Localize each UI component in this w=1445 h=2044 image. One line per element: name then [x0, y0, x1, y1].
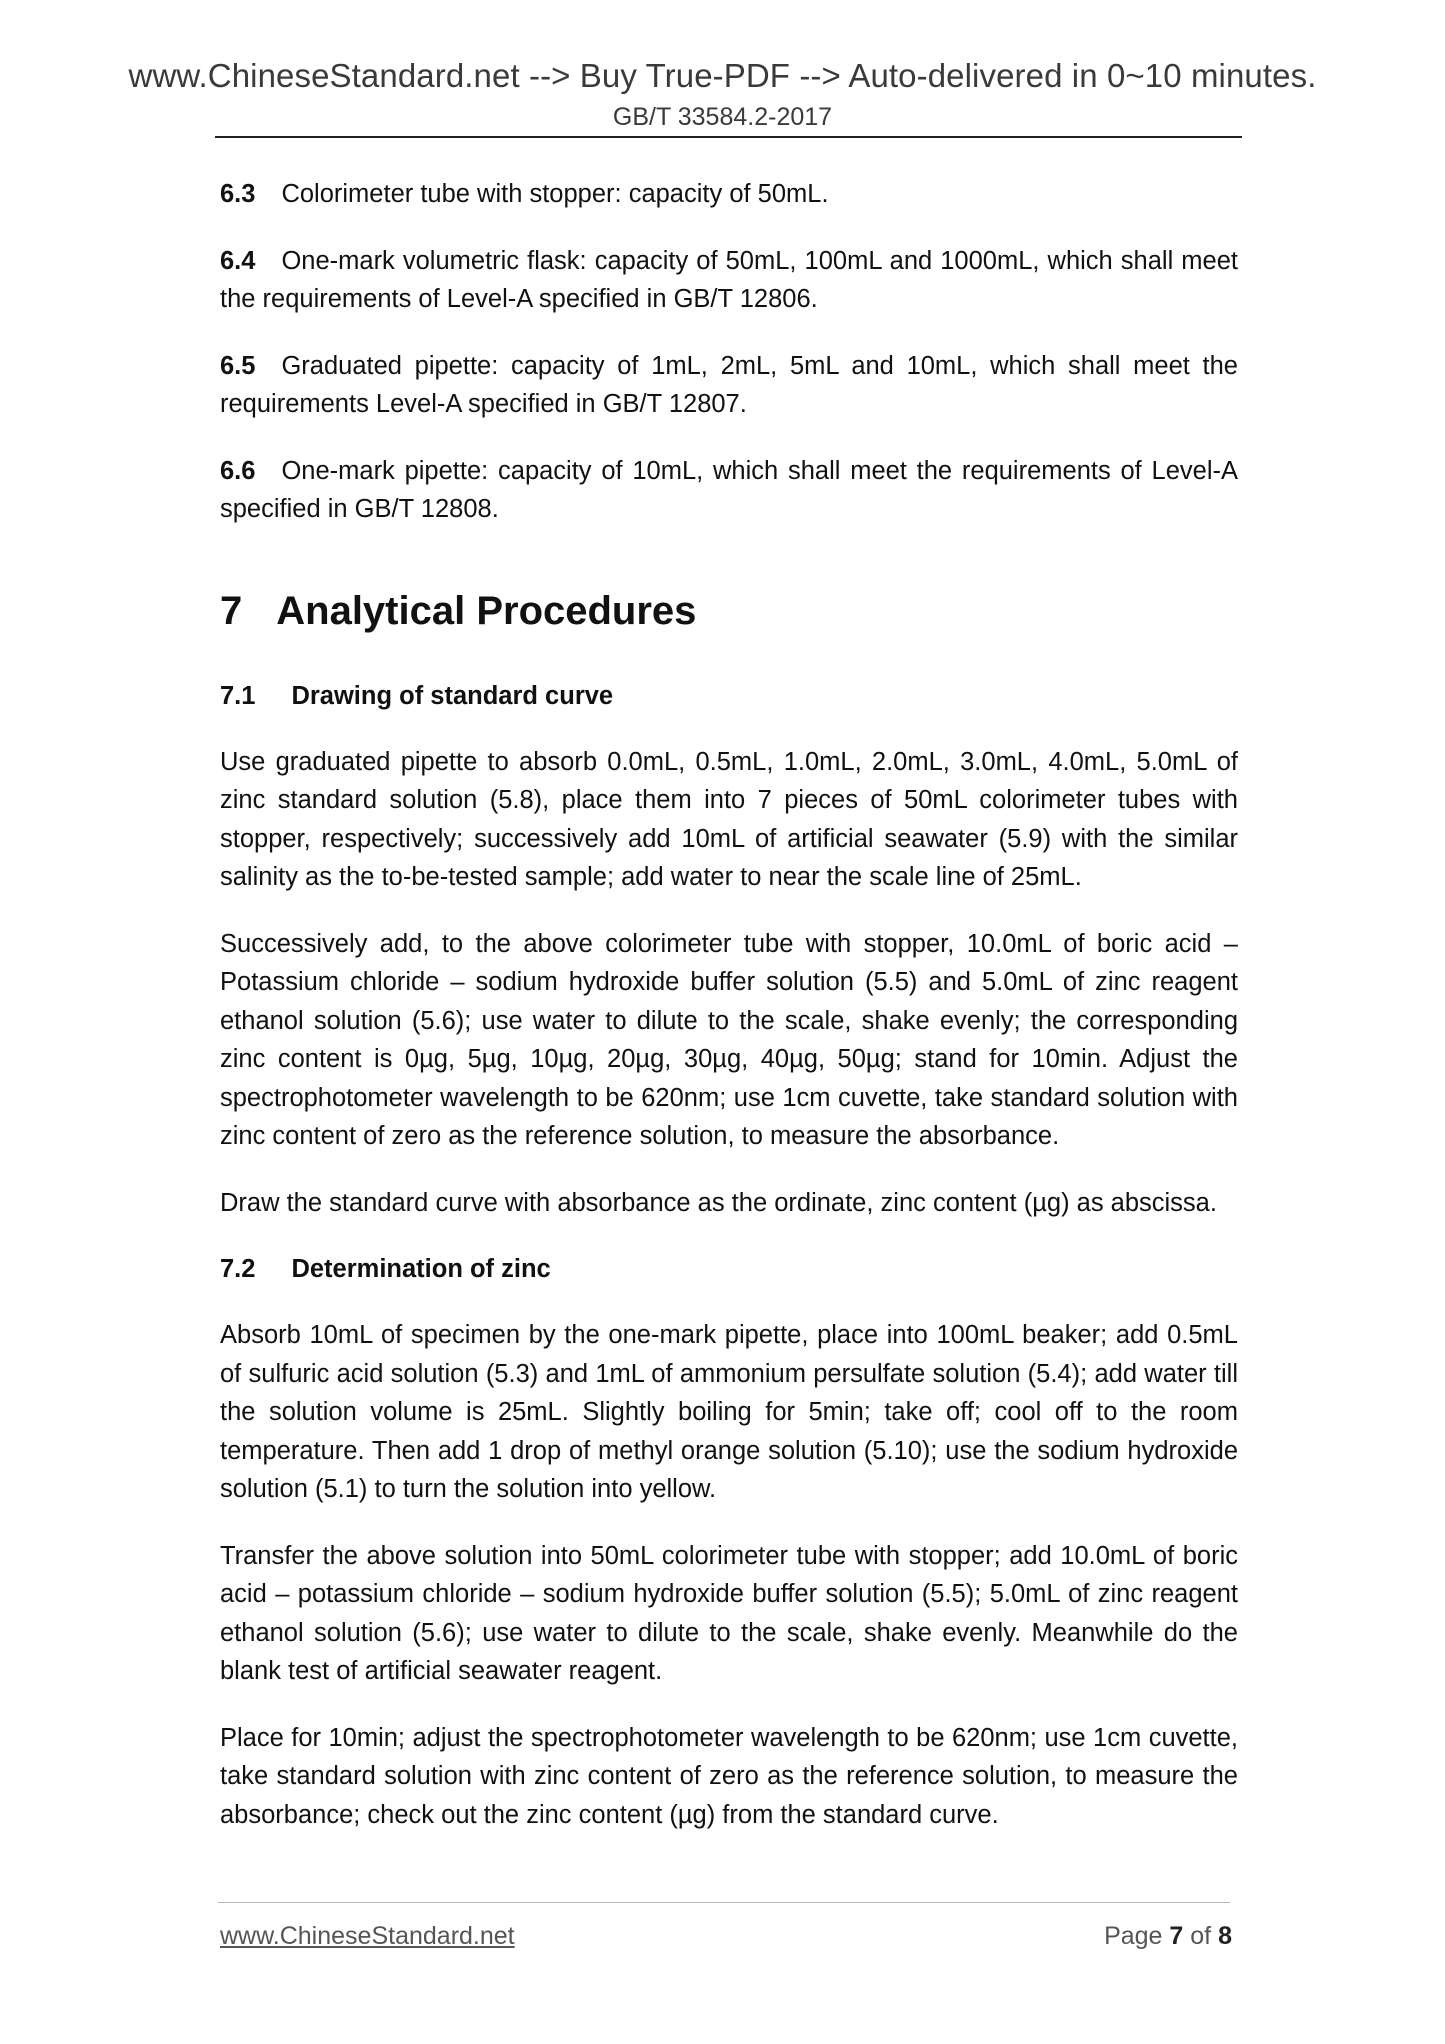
section-heading-7	[220, 587, 1238, 635]
clause-number: 6.6	[220, 456, 256, 485]
clause-6-6	[220, 452, 1238, 529]
clause-text: Colorimeter tube with stopper: capacity of 50mL.	[281, 180, 829, 208]
clause-6-3	[220, 175, 1238, 214]
paragraph: Absorb 10mL of specimen by the one-mark pipette, place into 100mL beaker; add 0.5mL of sulfuric acid solution (5.3) and 1mL of ammonium persulfate solution (5.4); add water till the solution volume is 25mL. Slightly boiling for 5min; take off; cool off to the room temperature. Then add 1 drop of methyl orange solution (5.10); use the sodium hydroxide solution (5.1) to turn the solution into yellow.	[220, 1321, 1238, 1503]
footer-site-link[interactable]: www.ChineseStandard.net	[220, 1922, 515, 1950]
header-divider	[215, 136, 1242, 138]
section-title: Analytical Procedures	[276, 588, 697, 633]
page-footer	[220, 1922, 1232, 1956]
page-total: 8	[1218, 1922, 1232, 1950]
subsection-number: 7.2	[220, 1255, 256, 1283]
clause-text: One-mark volumetric flask: capacity of 50mL, 100mL and 1000mL, which shall meet the requirements of Level-A specified in GB/T 12806.	[220, 246, 1238, 313]
subsection-title: Drawing of standard curve	[291, 681, 614, 710]
clause-text: Graduated pipette: capacity of 1mL, 2mL, 5mL and 10mL, which shall meet the requirements Level-A specified in GB/T 12807.	[220, 351, 1238, 418]
page-current: 7	[1169, 1922, 1184, 1950]
subsection-title: Determination of zinc	[291, 1255, 551, 1283]
clause-6-4	[220, 242, 1238, 319]
footer-divider	[218, 1902, 1230, 1903]
clause-number: 6.4	[220, 246, 256, 275]
paragraph: Successively add, to the above colorimeter tube with stopper, 10.0mL of boric acid – Potassium chloride – sodium hydroxide buffer solution (5.5) and 5.0mL of zinc reagent ethanol solution (5.6); use water to dilute to the scale, shake evenly; the corresponding zinc content is 0µg, 5µg, 10µg, 20µg, 30µg, 40µg, 50µg; stand for 10min. Adjust the spectrophotometer wavelength to be 620nm; use 1cm cuvette, take standard solution with zinc content of zero as the reference solution, to measure the absorbance.	[220, 929, 1238, 1150]
clause-text: One-mark pipette: capacity of 10mL, which shall meet the requirements of Level-A specified in GB/T 12808.	[220, 456, 1238, 523]
subsection-heading-7-1	[220, 677, 1238, 715]
clause-number: 6.5	[220, 351, 256, 380]
clause-6-5	[220, 347, 1238, 424]
page-header	[0, 56, 1445, 132]
paragraph: Use graduated pipette to absorb 0.0mL, 0.5mL, 1.0mL, 2.0mL, 3.0mL, 4.0mL, 5.0mL of zinc standard solution (5.8), place them into 7 pieces of 50mL colorimeter tubes with stopper, respectively; successively add 10mL of artificial seawater (5.9) with the similar salinity as the to-be-tested sample; add water to near the scale line of 25mL.	[220, 747, 1238, 891]
section-number: 7	[220, 588, 243, 633]
paragraph: Draw the standard curve with absorbance as the ordinate, zinc content (µg) as abscissa.	[220, 1188, 1217, 1217]
subsection-heading-7-2	[220, 1250, 1238, 1288]
paragraph: Place for 10min; adjust the spectrophotometer wavelength to be 620nm; use 1cm cuvette, take standard solution with zinc content of zero as the reference solution, to measure the absorbance; check out the zinc content (µg) from the standard curve.	[220, 1723, 1238, 1829]
subsection-number: 7.1	[220, 681, 256, 710]
header-banner[interactable]: www.ChineseStandard.net --> Buy True-PDF --> Auto-delivered in 0~10 minutes.	[128, 57, 1317, 94]
paragraph: Transfer the above solution into 50mL colorimeter tube with stopper; add 10.0mL of boric acid – potassium chloride – sodium hydroxide buffer solution (5.5); 5.0mL of zinc reagent ethanol solution (5.6); use water to dilute to the scale, shake evenly. Meanwhile do the blank test of artificial seawater reagent.	[220, 1541, 1238, 1685]
document-body	[220, 175, 1238, 1862]
standard-number: GB/T 33584.2-2017	[612, 103, 833, 131]
page-label: Page	[1104, 1922, 1163, 1950]
page-indicator	[1104, 1922, 1232, 1951]
clause-number: 6.3	[220, 180, 256, 208]
page-of-label: of	[1190, 1922, 1212, 1950]
